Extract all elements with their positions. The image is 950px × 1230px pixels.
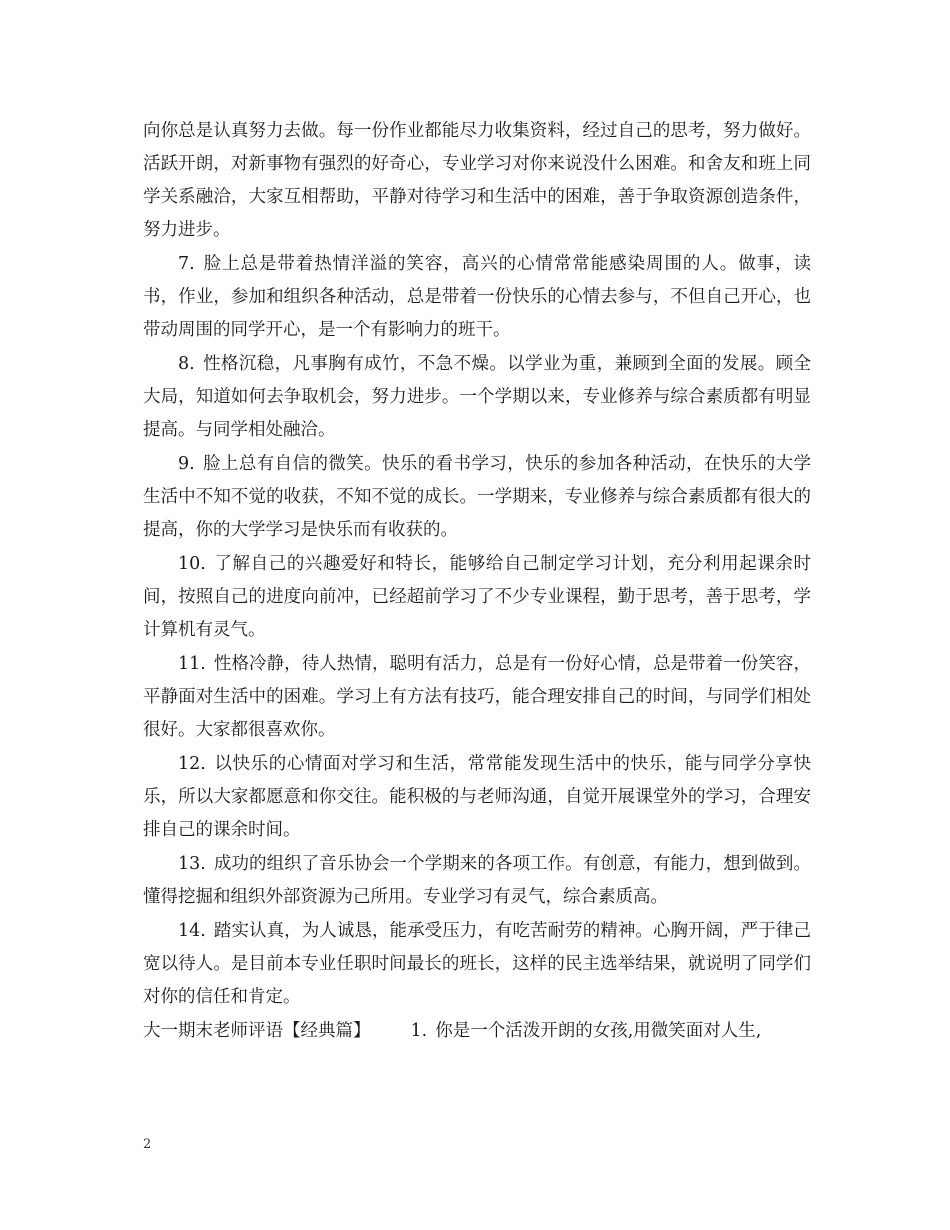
list-item xyxy=(143,848,811,914)
list-item xyxy=(143,348,811,447)
list-item xyxy=(143,648,811,747)
document-body xyxy=(143,115,811,1049)
closing-line xyxy=(143,1015,811,1048)
item-text: 脸上总有自信的微笑。快乐的看书学习，快乐的参加各种活动，在快乐的大学生活中不知不觉的收获，不知不觉的成长。一学期来，专业修养与综合素质都有很大的提高，你的大学学习是快乐而有收获的。 xyxy=(143,454,811,540)
item-number: 12. xyxy=(178,754,206,774)
item-number: 9. xyxy=(178,454,195,474)
item-number: 1. xyxy=(410,1021,428,1041)
list-item xyxy=(143,548,811,647)
item-text: 以快乐的心情面对学习和生活，常常能发现生活中的快乐，能与同学分享快乐，所以大家都愿意和你交往。能积极的与老师沟通，自觉开展课堂外的学习，合理安排自己的课余时间。 xyxy=(143,754,811,840)
item-text: 性格冷静，待人热情，聪明有活力，总是有一份好心情，总是带着一份笑容，平静面对生活中的困难。学习上有方法有技巧，能合理安排自己的时间，与同学们相处很好。大家都很喜欢你。 xyxy=(143,654,811,740)
item-text: 成功的组织了音乐协会一个学期来的各项工作。有创意，有能力，想到做到。懂得挖掘和组织外部资源为己所用。专业学习有灵气，综合素质高。 xyxy=(143,854,811,907)
item-number: 13. xyxy=(178,854,206,874)
item-text: 你是一个活泼开朗的女孩,用微笑面对人生, xyxy=(435,1021,762,1041)
item-number: 8. xyxy=(178,354,195,374)
item-text: 脸上总是带着热情洋溢的笑容，高兴的心情常常能感染周围的人。做事，读书，作业，参加和组织各种活动，总是带着一份快乐的心情去参与，不但自己开心，也带动周围的同学开心，是一个有影响力的班干。 xyxy=(143,254,811,340)
item-number: 11. xyxy=(178,654,206,674)
page-number: 2 xyxy=(143,1137,152,1152)
item-number: 14. xyxy=(178,921,206,941)
list-item xyxy=(143,448,811,547)
list-item xyxy=(143,748,811,847)
item-text: 踏实认真，为人诚恳，能承受压力，有吃苦耐劳的精神。心胸开阔，严于律己宽以待人。是目前本专业任职时间最长的班长，这样的民主选举结果，就说明了同学们对你的信任和肯定。 xyxy=(143,921,811,1007)
item-text: 了解自己的兴趣爱好和特长，能够给自己制定学习计划，充分利用起课余时间，按照自己的进度向前冲，已经超前学习了不少专业课程，勤于思考，善于思考，学计算机有灵气。 xyxy=(143,554,811,640)
item-text: 性格沉稳，凡事胸有成竹，不急不燥。以学业为重，兼顾到全面的发展。顾全大局，知道如何去争取机会，努力进步。一个学期以来，专业修养与综合素质都有明显提高。与同学相处融洽。 xyxy=(143,354,811,440)
list-item xyxy=(143,915,811,1014)
section-heading: 大一期末老师评语【经典篇】 xyxy=(143,1021,371,1041)
intro-paragraph xyxy=(143,115,811,247)
item-number: 7. xyxy=(178,254,195,274)
item-number: 10. xyxy=(178,554,206,574)
intro-paragraph-text: 向你总是认真努力去做。每一份作业都能尽力收集资料，经过自己的思考，努力做好。 活跃开朗，对新事物有强烈的好奇心，专业学习对你来说没什么困难。和舍友和班上同学关系融洽，大家互相帮助，平静对待学习和生活中的困难，善于争取资源创造条件，努力进步。 xyxy=(143,121,811,240)
list-item xyxy=(143,248,811,347)
